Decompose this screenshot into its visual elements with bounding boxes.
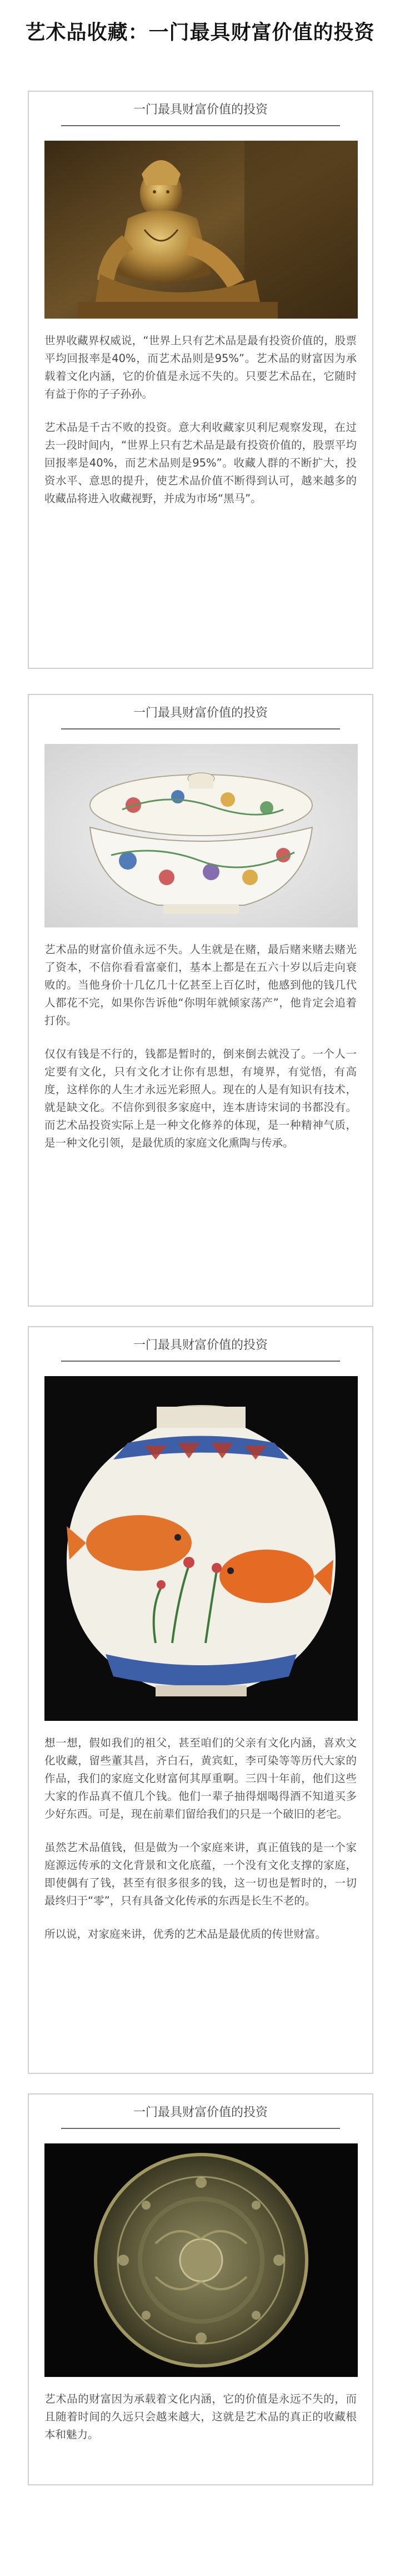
- card-header: 一门最具财富价值的投资: [133, 1338, 268, 1352]
- card-header: 一门最具财富价值的投资: [133, 706, 268, 720]
- article-card-1: [28, 91, 373, 669]
- paragraph: 世界收藏界权威说，“世界上只有艺术品是最有投资价值的，股票平均回报率是40%，而艺术品则是95%”。艺术品的财富因为承载着文化内涵，它的价值是永远不失的。只要艺术品在，它随时有益于你的子子孙孙。: [44, 334, 357, 400]
- page-title: 艺术品收藏：一门最具财富价值的投资: [25, 21, 375, 44]
- header-divider: [61, 2128, 340, 2129]
- porcelain-jar-image: [44, 1376, 358, 1721]
- header-divider: [61, 1361, 340, 1362]
- bodhisattva-statue-image: [44, 141, 358, 319]
- porcelain-bowl-image: [44, 744, 358, 927]
- header-divider: [61, 125, 340, 126]
- paragraph: 艺术品的财富价值永远不失。人生就是在赌，最后赌来赌去赌光了资本，不信你看看富豪们，基本上都是在五六十岁以后走向衰败的。当他身价十几亿几十亿甚至上百亿时，他感到他的钱几代人都花不完，如果你告诉他“你明年就倾家荡产”，他肯定会追着打你。: [44, 943, 357, 1027]
- card-header: 一门最具财富价值的投资: [133, 2106, 268, 2120]
- card-header: 一门最具财富价值的投资: [133, 103, 268, 117]
- article-card-3: [28, 1326, 373, 2074]
- paragraph: 艺术品的财富因为承载着文化内涵，它的价值是永远不失的，而且随着时间的久远只会越来越大，这就是艺术品的真正的收藏根本和魅力。: [44, 2393, 357, 2441]
- article-card-2: [28, 694, 373, 1307]
- paragraph: 虽然艺术品值钱，但是做为一个家庭来讲，真正值钱的是一个家庭源远传承的文化背景和文化底蕴，一个没有文化支撑的家庭，即使偶有了钱，甚至有很多很多的钱，这一切也是暂时的，一切最终归于“零”，只有具备文化传承的东西是长生不老的。: [44, 1841, 357, 1907]
- header-divider: [61, 728, 340, 729]
- bronze-mirror-image: [44, 2143, 358, 2377]
- paragraph: 艺术品是千古不败的投资。意大利收藏家贝利尼观察发现，在过去一段时间内，“世界上只有艺术品是最有投资价值的，股票平均回报率是40%，而艺术品则是95%”。收藏人群的不断扩大，投资水平、意思的提升，使艺术品价值不断得到认可，越来越多的收藏品将进入收藏视野，并成为市场“黑马”。: [44, 421, 357, 505]
- paragraph: 仅仅有钱是不行的，钱都是暂时的，倒来倒去就没了。一个人一定要有文化，只有文化才让你有思想，有境界，有觉悟，有高度，这样你的人生才永远光彩照人。现在的人是有知识有技术，就是缺文化。不信你到很多家庭中，连本唐诗宋词的书都没有。而艺术品投资实际上是一种文化修养的体现，是一种精神气质，是一种文化引领，是最优质的家庭文化熏陶与传承。: [44, 1048, 357, 1149]
- article-card-4: [28, 2093, 373, 2485]
- paragraph: 想一想，假如我们的祖父，甚至咱们的父亲有文化内涵，喜欢文化收藏，留些董其昌，齐白石，黄宾虹，李可染等等历代大家的作品，我们的家庭文化财富何其厚重啊。三四十年前，他们这些大家的作品真不值几个钱。他们一辈子抽得烟喝得酒不知道买多少好东西。可是，现在前辈们留给我们的只是一个破旧的老宅。: [44, 1736, 357, 1820]
- paragraph: 所以说，对家庭来讲，优秀的艺术品是最优质的传世财富。: [44, 1928, 327, 1940]
